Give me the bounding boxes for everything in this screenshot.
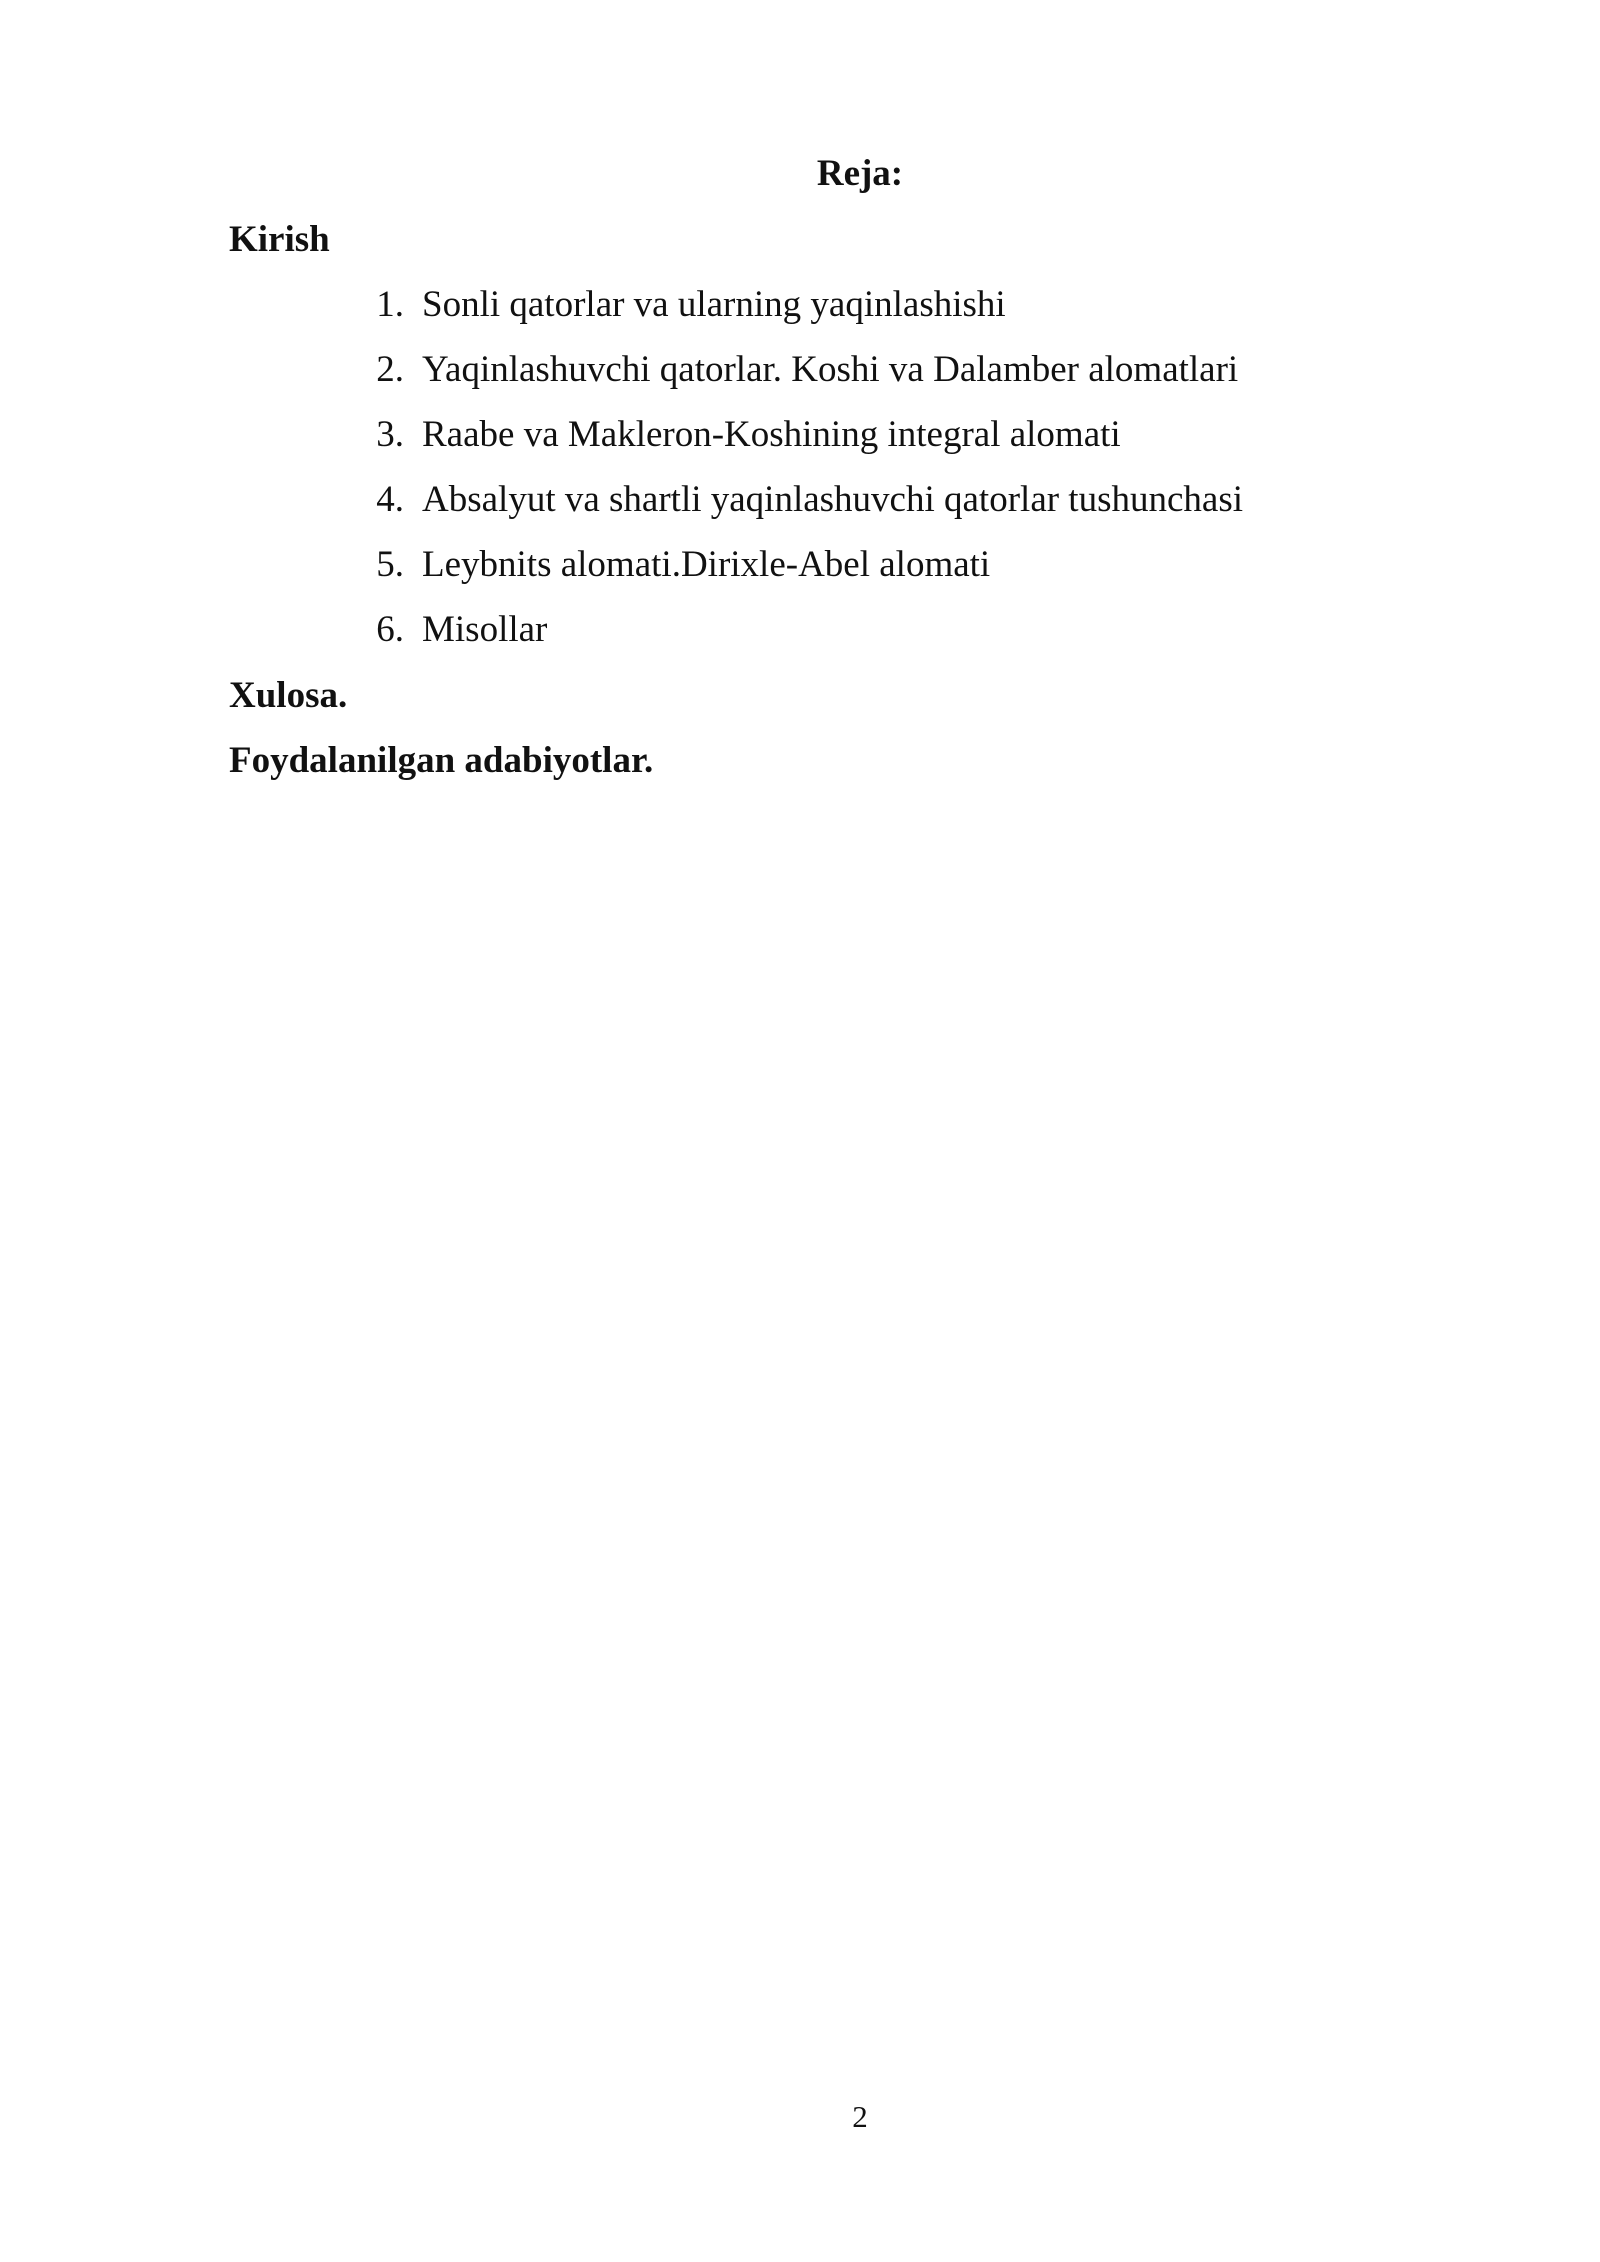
plan-item-number: 5. [376,544,404,585]
plan-item [0,413,1600,478]
plan-list [0,283,1600,673]
plan-item-number: 3. [376,414,404,455]
conclusion-heading: Xulosa. [229,675,348,716]
plan-item-text: Misollar [422,609,548,650]
page-title: Reja: [816,153,904,194]
intro-heading: Kirish [229,219,330,260]
plan-item [0,348,1600,413]
plan-item [0,283,1600,348]
plan-item-text: Sonli qatorlar va ularning yaqinlashishi [422,284,1006,325]
references-heading: Foydalanilgan adabiyotlar. [229,740,654,781]
plan-item [0,543,1600,608]
plan-item-number: 6. [376,609,404,650]
plan-item-text: Raabe va Makleron-Koshining integral alomati [422,414,1121,455]
plan-item [0,608,1600,673]
plan-item-number: 1. [376,284,404,325]
plan-item-text: Yaqinlashuvchi qatorlar. Koshi va Dalamber alomatlari [422,349,1239,390]
plan-item [0,478,1600,543]
plan-item-text: Leybnits alomati.Dirixle-Abel alomati [422,544,991,585]
plan-item-text: Absalyut va shartli yaqinlashuvchi qatorlar tushunchasi [422,479,1244,520]
plan-item-number: 2. [376,349,404,390]
page-number: 2 [852,2099,868,2134]
plan-item-number: 4. [376,479,404,520]
